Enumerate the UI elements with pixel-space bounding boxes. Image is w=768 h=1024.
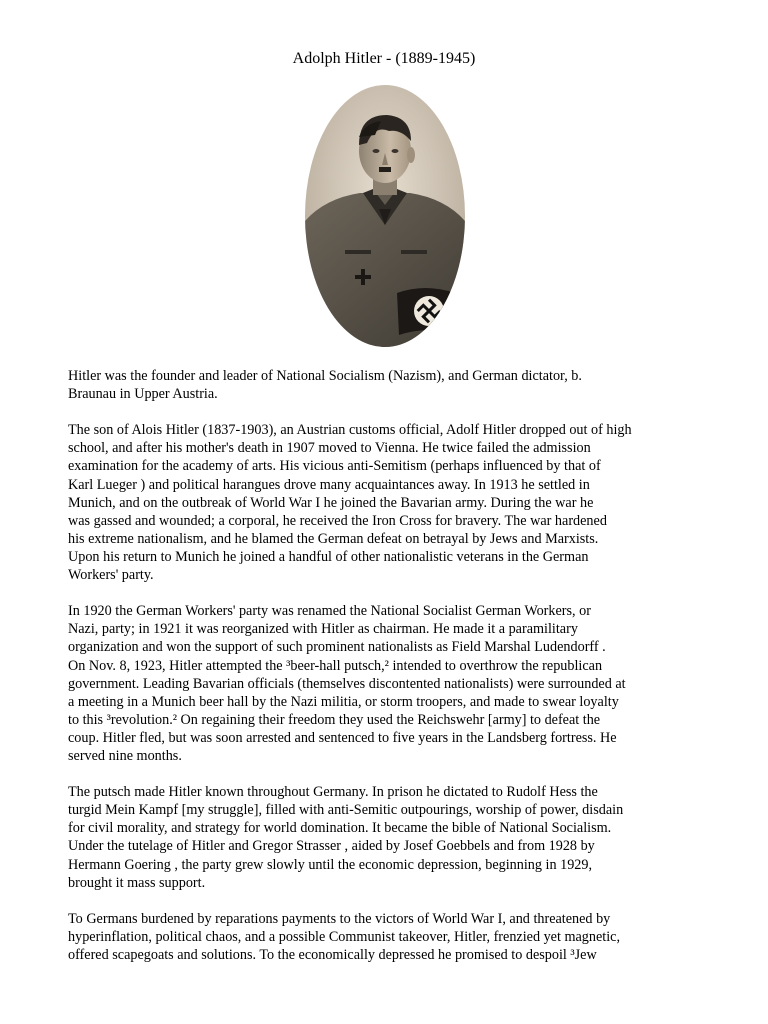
text-line: Workers' party. xyxy=(68,567,154,584)
text-line: The putsch made Hitler known throughout Germany. In prison he dictated to Rudolf Hess the xyxy=(68,784,598,801)
text-line: was gassed and wounded; a corporal, he received the Iron Cross for bravery. The war hardened xyxy=(68,512,607,529)
paragraph xyxy=(68,602,708,765)
text-line: his extreme nationalism, and he blamed the German defeat on betrayal by Jews and Marxists. xyxy=(68,530,599,547)
text-line: Upon his return to Munich he joined a handful of other nationalistic veterans in the German xyxy=(68,548,589,565)
text-line: brought it mass support. xyxy=(68,874,206,891)
text-line: Karl Lueger ) and political harangues drove many acquaintances away. In 1913 he settled in xyxy=(68,476,590,493)
portrait-photo xyxy=(305,85,465,347)
paragraph xyxy=(68,910,708,964)
text-line: Hitler was the founder and leader of National Socialism (Nazism), and German dictator, b. xyxy=(68,368,582,384)
text-line: coup. Hitler fled, but was soon arrested and sentenced to five years in the Landsberg fortress. He xyxy=(68,729,617,746)
paragraph xyxy=(68,783,708,892)
text-line: Nazi, party; in 1921 it was reorganized with Hitler as chairman. He made it a paramilitary xyxy=(68,621,578,638)
text-line: to this ³revolution.² On regaining their freedom they used the Reichswehr [army] to defeat the xyxy=(68,711,601,728)
document-title: Adolph Hitler - (1889-1945) xyxy=(292,50,476,67)
text-line: hyperinflation, political chaos, and a possible Communist takeover, Hitler, frenzied yet magnetic, xyxy=(68,928,621,945)
document-body xyxy=(68,367,708,982)
text-line: offered scapegoats and solutions. To the economically depressed he promised to despoil ³Jew xyxy=(68,947,597,963)
paragraph xyxy=(68,367,708,403)
text-line: Braunau in Upper Austria. xyxy=(68,386,218,403)
text-line: To Germans burdened by reparations payments to the victors of World War I, and threatened by xyxy=(68,910,611,927)
text-line: examination for the academy of arts. His vicious anti-Semitism (perhaps influenced by that of xyxy=(68,458,601,475)
text-line: Under the tutelage of Hitler and Gregor Strasser , aided by Josef Goebbels and from 1928 by xyxy=(68,838,595,855)
text-line: The son of Alois Hitler (1837-1903), an Austrian customs official, Adolf Hitler dropped out of high xyxy=(68,422,632,439)
text-line: served nine months. xyxy=(68,747,182,764)
text-line: government. Leading Bavarian officials (themselves discontented nationalists) were surrounded at xyxy=(68,675,626,692)
text-line: organization and won the support of such prominent nationalists as Field Marshal Ludendorff . xyxy=(68,639,606,656)
text-line: In 1920 the German Workers' party was renamed the National Socialist German Workers, or xyxy=(68,603,591,620)
text-line: Munich, and on the outbreak of World War I he joined the Bavarian army. During the war he xyxy=(68,494,594,511)
text-line: On Nov. 8, 1923, Hitler attempted the ³beer-hall putsch,² intended to overthrow the republican xyxy=(68,657,603,674)
text-line: for civil morality, and strategy for world domination. It became the bible of National Socialism. xyxy=(68,820,612,837)
text-line: Hermann Goering , the party grew slowly until the economic depression, beginning in 1929, xyxy=(68,856,593,873)
text-line: turgid Mein Kampf [my struggle], filled with anti-Semitic outpourings, worship of power, disdain xyxy=(68,802,624,819)
text-line: a meeting in a Munich beer hall by the Nazi militia, or storm troopers, and made to swear loyalty xyxy=(68,693,619,710)
paragraph xyxy=(68,421,708,584)
text-line: school, and after his mother's death in 1907 moved to Vienna. He twice failed the admission xyxy=(68,440,591,457)
